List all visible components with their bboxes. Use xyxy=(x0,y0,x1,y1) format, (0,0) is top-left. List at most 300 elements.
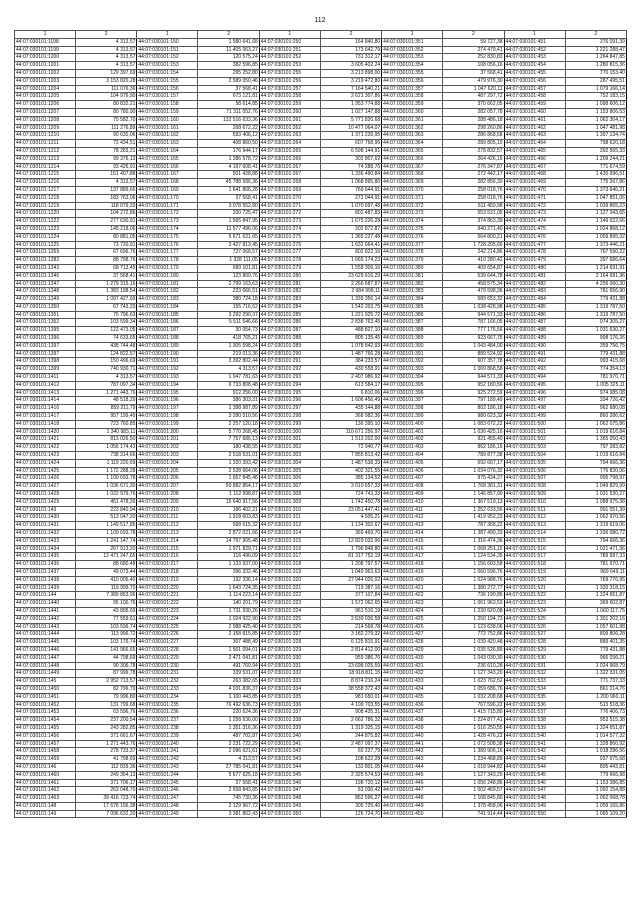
cadastral-number-cell: 44:07:030101:160 xyxy=(137,116,198,124)
table-row xyxy=(15,545,627,553)
cadastral-value-cell: 67 696,76 xyxy=(76,249,137,257)
cadastral-value-cell: 1 336 490,84 xyxy=(320,171,381,179)
cadastral-value-cell: 7 164 540,21 xyxy=(320,85,381,93)
cadastral-number-cell: 44:07:030101:401 xyxy=(382,428,443,436)
cadastral-value-cell: 276 347,87 xyxy=(443,163,504,171)
cadastral-number-cell: 44:07:030101:211 xyxy=(137,514,198,522)
cadastral-value-cell: 961 516,19 xyxy=(320,607,381,615)
cadastral-number-cell: 44:07:030101:436 xyxy=(382,701,443,709)
cadastral-value-cell: 736 190,86 xyxy=(443,592,504,600)
cadastral-value-cell: 1 027 147,88 xyxy=(320,108,381,116)
cadastral-number-cell: 44:07:030101:172 xyxy=(137,210,198,218)
cadastral-number-cell: 44:07:030101:259 xyxy=(259,101,320,109)
cadastral-number-cell: 44:07:030101:1425 xyxy=(15,467,76,475)
cadastral-number-cell: 44:07:030101:250 xyxy=(259,38,320,46)
cadastral-number-cell: 44:07:030101:166 xyxy=(137,163,198,171)
cadastral-value-cell: 488 827,10 xyxy=(320,327,381,335)
cadastral-number-cell: 44:07:030101:1440 xyxy=(15,600,76,608)
cadastral-value-cell: 1 024 868,12 xyxy=(565,225,626,233)
cadastral-number-cell: 44:07:030101:1449 xyxy=(15,670,76,678)
cadastral-number-cell: 44:07:030101:1450 xyxy=(15,685,76,693)
cadastral-value-cell: 1 059 895,32 xyxy=(565,233,626,241)
cadastral-number-cell: 44:07:030101:398 xyxy=(382,405,443,413)
cadastral-number-cell: 44:07:030101:369 xyxy=(382,179,443,187)
cadastral-number-cell: 44:07:030101:415 xyxy=(382,537,443,545)
cadastral-number-cell: 44:07:030101:372 xyxy=(382,202,443,210)
cadastral-value-cell: 374 863,39 xyxy=(443,218,504,226)
cadastral-value-cell: 1 339 356,14 xyxy=(320,296,381,304)
cadastral-number-cell: 44:07:030101:167 xyxy=(137,171,198,179)
cadastral-number-cell: 44:07:030101:408 xyxy=(382,483,443,491)
cadastral-value-cell: 974 985,08 xyxy=(565,389,626,397)
cadastral-number-cell: 44:07:030101:308 xyxy=(259,491,320,499)
cadastral-value-cell: 787 097,34 xyxy=(76,381,137,389)
cadastral-value-cell: 769 644,91 xyxy=(320,186,381,194)
cadastral-number-cell: 44:07:030101:182 xyxy=(137,288,198,296)
cadastral-number-cell: 44:07:030101:432 xyxy=(382,670,443,678)
cadastral-number-cell: 44:07:030101:538 xyxy=(504,717,565,725)
cadastral-number-cell: 44:07:030101:504 xyxy=(504,452,565,460)
cadastral-number-cell: 44:07:030101:484 xyxy=(504,296,565,304)
cadastral-number-cell: 44:07:030101:258 xyxy=(259,93,320,101)
cadastral-value-cell: 410 005,40 xyxy=(76,576,137,584)
cadastral-number-cell: 44:07:030101:550 xyxy=(504,810,565,818)
table-row xyxy=(15,116,627,124)
cadastral-value-cell: 1 056 248,86 xyxy=(443,779,504,787)
cadastral-value-cell: 1 038 428,98 xyxy=(443,303,504,311)
cadastral-number-cell: 44:07:030101:375 xyxy=(382,225,443,233)
cadastral-number-cell: 44:07:030101:363 xyxy=(382,132,443,140)
cadastral-number-cell: 44:07:030101:306 xyxy=(259,475,320,483)
cadastral-number-cell: 44:07:030101:502 xyxy=(504,436,565,444)
cadastral-number-cell: 44:07:030101:452 xyxy=(504,46,565,54)
cadastral-value-cell: 805 135,45 xyxy=(320,335,381,343)
cadastral-number-cell: 44:07:030101:310 xyxy=(259,506,320,514)
cadastral-number-cell: 44:07:030101:428 xyxy=(382,639,443,647)
cadastral-value-cell: 11 577 496,06 xyxy=(198,225,259,233)
cadastral-value-cell: 2 838 763,45 xyxy=(320,319,381,327)
cadastral-number-cell: 44:07:030101:175 xyxy=(137,233,198,241)
cadastral-value-cell: 723 760,85 xyxy=(76,420,137,428)
cadastral-value-cell: 282 057,78 xyxy=(443,108,504,116)
cadastral-value-cell: 2 084 999,11 xyxy=(320,288,381,296)
cadastral-value-cell: 1 049 963,63 xyxy=(320,568,381,576)
cadastral-value-cell: 1 279 315,16 xyxy=(76,280,137,288)
cadastral-value-cell: 12 829 032,96 xyxy=(320,537,381,545)
table-row xyxy=(15,303,627,311)
table-row xyxy=(15,241,627,249)
cadastral-number-cell: 44:07:030101:256 xyxy=(259,77,320,85)
cadastral-number-cell: 44:07:030101:336 xyxy=(259,701,320,709)
cadastral-number-cell: 44:07:030101:1423 xyxy=(15,452,76,460)
cadastral-value-cell: 58 614,85 xyxy=(198,101,259,109)
cadastral-number-cell: 44:07:030101:465 xyxy=(504,147,565,155)
cadastral-value-cell: 1 271 443,76 xyxy=(76,389,137,397)
cadastral-number-cell: 44:07:030101:199 xyxy=(137,420,198,428)
table-row xyxy=(15,155,627,163)
cadastral-value-cell: 738 314,66 xyxy=(76,452,137,460)
cadastral-number-cell: 44:07:030101:542 xyxy=(504,748,565,756)
cadastral-value-cell: 1 109 693,78 xyxy=(76,530,137,538)
cadastral-value-cell: 1 127 343,20 xyxy=(443,670,504,678)
cadastral-number-cell: 44:07:030101:185 xyxy=(137,311,198,319)
cadastral-number-cell: 44:07:030101:304 xyxy=(259,459,320,467)
cadastral-value-cell: 794 666,36 xyxy=(565,537,626,545)
cadastral-value-cell: 789 587,33 xyxy=(565,553,626,561)
cadastral-number-cell: 44:07:030101:204 xyxy=(137,459,198,467)
cadastral-number-cell: 44:07:030101:1420 xyxy=(15,428,76,436)
cadastral-number-cell: 44:07:030101:454 xyxy=(504,62,565,70)
cadastral-number-cell: 44:07:030101:331 xyxy=(259,662,320,670)
cadastral-value-cell: 2 658 843,85 xyxy=(198,787,259,795)
cadastral-value-cell: 1 068 895,80 xyxy=(320,179,381,187)
cadastral-value-cell: 673 121,81 xyxy=(198,93,259,101)
table-row xyxy=(15,506,627,514)
cadastral-value-cell: 1 109 693,78 xyxy=(76,475,137,483)
cadastral-value-cell: 995 798,97 xyxy=(565,475,626,483)
table-row xyxy=(15,452,627,460)
cadastral-number-cell: 44:07:030101:480 xyxy=(504,264,565,272)
cadastral-number-cell: 44:07:030101:321 xyxy=(259,584,320,592)
cadastral-number-cell: 44:07:030101:152 xyxy=(137,54,198,62)
cadastral-number-cell: 44:07:030101:539 xyxy=(504,724,565,732)
cadastral-value-cell: 263 382,65 xyxy=(198,678,259,686)
cadastral-number-cell: 44:07:030101:232 xyxy=(137,678,198,686)
cadastral-number-cell: 44:07:030101:485 xyxy=(504,303,565,311)
table-row xyxy=(15,678,627,686)
cadastral-value-cell: 741 914,44 xyxy=(443,810,504,818)
table-row xyxy=(15,693,627,701)
cadastral-value-cell: 1 513 202,00 xyxy=(320,436,381,444)
cadastral-number-cell: 44:07:030101:1452 xyxy=(15,701,76,709)
cadastral-number-cell: 44:07:030101:191 xyxy=(137,358,198,366)
cadastral-number-cell: 44:07:030101:448 xyxy=(382,795,443,803)
cadastral-value-cell: 103 176,74 xyxy=(76,639,137,647)
cadastral-value-cell: 1 149 517,85 xyxy=(76,522,137,530)
cadastral-value-cell: 1 024 922,90 xyxy=(198,615,259,623)
cadastral-value-cell: 1 059 686,76 xyxy=(443,685,504,693)
cadastral-number-cell: 44:07:030101:1454 xyxy=(15,717,76,725)
cadastral-number-cell: 44:07:030101:1396 xyxy=(15,335,76,343)
cadastral-number-cell: 44:07:030101:157 xyxy=(137,93,198,101)
table-row xyxy=(15,186,627,194)
cadastral-value-cell: 99 376,13 xyxy=(76,155,137,163)
table-row xyxy=(15,491,627,499)
cadastral-number-cell: 44:07:030101:230 xyxy=(137,662,198,670)
cadastral-value-cell: 981 650,01 xyxy=(320,693,381,701)
cadastral-number-cell: 44:07:030101:221 xyxy=(137,592,198,600)
cadastral-value-cell: 108 056,16 xyxy=(443,62,504,70)
cadastral-value-cell: 1 034 076,32 xyxy=(443,467,504,475)
cadastral-number-cell: 44:07:030101:384 xyxy=(382,296,443,304)
cadastral-value-cell: 4 313,57 xyxy=(76,374,137,382)
cadastral-value-cell: 611 450,98 xyxy=(443,202,504,210)
cadastral-number-cell: 44:07:030101:246 xyxy=(137,787,198,795)
cadastral-value-cell: 539 644,78 xyxy=(443,272,504,280)
cadastral-number-cell: 44:07:030101:420 xyxy=(382,576,443,584)
cadastral-value-cell: 1 119 220,69 xyxy=(76,459,137,467)
cadastral-value-cell: 258 018,76 xyxy=(443,186,504,194)
cadastral-value-cell: 198 720,12 xyxy=(320,779,381,787)
cadastral-number-cell: 44:07:030101:227 xyxy=(137,639,198,647)
cadastral-number-cell: 44:07:030101:323 xyxy=(259,600,320,608)
cadastral-number-cell: 44:07:030101:412 xyxy=(382,514,443,522)
cadastral-value-cell: 1 062 075,86 xyxy=(565,420,626,428)
cadastral-number-cell: 44:07:030101:441 xyxy=(382,740,443,748)
cadastral-value-cell: 278 733,37 xyxy=(76,748,137,756)
cadastral-number-cell: 44:07:030101:460 xyxy=(504,108,565,116)
cadastral-value-cell: 1 112 998,87 xyxy=(198,491,259,499)
cadastral-value-cell: 740 930,71 xyxy=(76,366,137,374)
cadastral-value-cell: 3 280 510,56 xyxy=(198,413,259,421)
cadastral-value-cell: 781 970,71 xyxy=(565,374,626,382)
cadastral-value-cell: 78 283,21 xyxy=(76,147,137,155)
cadastral-value-cell: 952 180,56 xyxy=(443,381,504,389)
cadastral-number-cell: 44:07:030101:490 xyxy=(504,342,565,350)
cadastral-value-cell: 1 127 343,65 xyxy=(565,210,626,218)
cadastral-number-cell: 44:07:030101:374 xyxy=(382,218,443,226)
cadastral-value-cell: 1 301 202,16 xyxy=(565,615,626,623)
table-row xyxy=(15,514,627,522)
cadastral-value-cell: 889 524,92 xyxy=(443,350,504,358)
cadastral-value-cell: 513 518,36 xyxy=(565,701,626,709)
cadastral-value-cell: 150 496,69 xyxy=(76,358,137,366)
cadastral-number-cell: 44:07:030101:351 xyxy=(382,38,443,46)
table-row xyxy=(15,740,627,748)
cadastral-value-cell: 384 233,57 xyxy=(320,358,381,366)
cadastral-value-cell: 5 770 268,45 xyxy=(198,428,259,436)
cadastral-value-cell: 63 596,76 xyxy=(76,709,137,717)
table-row xyxy=(15,537,627,545)
cadastral-value-cell: 7 855 813,42 xyxy=(320,452,381,460)
cadastral-value-cell: 377 107,84 xyxy=(320,592,381,600)
cadastral-value-cell: 769 776,95 xyxy=(565,576,626,584)
cadastral-value-cell: 3 010 657,33 xyxy=(320,483,381,491)
cadastral-number-cell: 44:07:030101:1441 xyxy=(15,607,76,615)
cadastral-value-cell: 223 066,51 xyxy=(198,288,259,296)
cadastral-value-cell: 396 332,46 xyxy=(198,568,259,576)
table-row xyxy=(15,576,627,584)
cadastral-number-cell: 44:07:030101:361 xyxy=(382,116,443,124)
cadastral-value-cell: 11 405 063,27 xyxy=(198,46,259,54)
cadastral-value-cell: 752 183,15 xyxy=(565,93,626,101)
cadastral-value-cell: 137 889,66 xyxy=(76,186,137,194)
cadastral-value-cell: 7 757 686,13 xyxy=(198,436,259,444)
cadastral-number-cell: 44:07:030101:333 xyxy=(259,678,320,686)
cadastral-number-cell: 44:07:030101:1225 xyxy=(15,241,76,249)
cadastral-value-cell: 775 267,86 xyxy=(565,179,626,187)
cadastral-number-cell: 44:07:030101:447 xyxy=(382,787,443,795)
cadastral-number-cell: 44:07:030101:390 xyxy=(382,342,443,350)
table-row xyxy=(15,342,627,350)
cadastral-value-cell: 382 596,85 xyxy=(198,62,259,70)
cadastral-number-cell: 44:07:030101:233 xyxy=(137,685,198,693)
cadastral-number-cell: 44:07:030101:496 xyxy=(504,389,565,397)
cadastral-value-cell: 568 615,32 xyxy=(198,522,259,530)
cadastral-value-cell: 38 558 372,43 xyxy=(320,685,381,693)
cadastral-number-cell: 44:07:030101:1205 xyxy=(15,93,76,101)
cadastral-value-cell: 777 176,56 xyxy=(443,327,504,335)
cadastral-value-cell: 50 882 864,17 xyxy=(198,483,259,491)
cadastral-number-cell: 44:07:030101:1411 xyxy=(15,374,76,382)
cadastral-value-cell: 1 056 174,43 xyxy=(76,444,137,452)
cadastral-number-cell: 44:07:030101:515 xyxy=(504,537,565,545)
cadastral-number-cell: 44:07:030101:154 xyxy=(137,69,198,77)
cadastral-number-cell: 44:07:030101:442 xyxy=(382,748,443,756)
table-row xyxy=(15,787,627,795)
cadastral-number-cell: 44:07:030101:529 xyxy=(504,646,565,654)
cadastral-value-cell: 45 788 586,36 xyxy=(198,179,259,187)
cadastral-number-cell: 44:07:030101:343 xyxy=(259,756,320,764)
cadastral-value-cell: 242 214,86 xyxy=(443,249,504,257)
cadastral-number-cell: 44:07:030101:348 xyxy=(259,795,320,803)
cadastral-number-cell: 44:07:030101:547 xyxy=(504,787,565,795)
cadastral-value-cell: 1 070 697,48 xyxy=(320,202,381,210)
table-row xyxy=(15,194,627,202)
cadastral-number-cell: 44:07:030101:272 xyxy=(259,210,320,218)
cadastral-number-cell: 44:07:030101:279 xyxy=(259,264,320,272)
cadastral-value-cell: 63 030,42 xyxy=(320,787,381,795)
cadastral-number-cell: 44:07:030101:1211 xyxy=(15,140,76,148)
cadastral-number-cell: 44:07:030101:359 xyxy=(382,101,443,109)
cadastral-value-cell: 274 479,41 xyxy=(443,46,504,54)
cadastral-number-cell: 44:07:030101:532 xyxy=(504,670,565,678)
cadastral-number-cell: 44:07:030101:362 xyxy=(382,124,443,132)
cadastral-value-cell: 1 398 987,89 xyxy=(198,405,259,413)
table-row xyxy=(15,54,627,62)
cadastral-number-cell: 44:07:030101:165 xyxy=(137,155,198,163)
cadastral-value-cell: 1 428 476,22 xyxy=(443,732,504,740)
cadastral-number-cell: 44:07:030101:1198 xyxy=(15,38,76,46)
cadastral-value-cell: 1 124 534,35 xyxy=(443,553,504,561)
cadastral-value-cell: 1 134 302,67 xyxy=(320,522,381,530)
cadastral-number-cell: 44:07:030101:177 xyxy=(137,249,198,257)
cadastral-number-cell: 44:07:030101:1350 xyxy=(15,303,76,311)
cadastral-value-cell: 781 656,90 xyxy=(565,288,626,296)
table-row xyxy=(15,202,627,210)
cadastral-value-cell: 1 133 937,00 xyxy=(198,561,259,569)
cadastral-value-cell: 77 559,61 xyxy=(76,615,137,623)
cadastral-value-cell: 479 598,36 xyxy=(443,288,504,296)
table-row xyxy=(15,428,627,436)
cadastral-number-cell: 44:07:030101:328 xyxy=(259,639,320,647)
cadastral-number-cell: 44:07:030101:143 xyxy=(15,506,76,514)
cadastral-value-cell: 1 397 134,74 xyxy=(565,132,626,140)
cadastral-number-cell: 44:07:030101:422 xyxy=(382,592,443,600)
cadastral-value-cell: 112 839,36 xyxy=(76,763,137,771)
table-row xyxy=(15,124,627,132)
cadastral-value-cell: 1 149 022,66 xyxy=(565,218,626,226)
cadastral-number-cell: 44:07:030101:184 xyxy=(137,303,198,311)
table-row xyxy=(15,140,627,148)
cadastral-value-cell: 132 516 633,36 xyxy=(198,116,259,124)
cadastral-number-cell: 44:07:030101:1463 xyxy=(15,795,76,803)
cadastral-number-cell: 44:07:030101:489 xyxy=(504,335,565,343)
cadastral-value-cell: 164 840,80 xyxy=(320,38,381,46)
table-row xyxy=(15,163,627,171)
cadastral-value-cell: 268 672,22 xyxy=(198,124,259,132)
table-row xyxy=(15,272,627,280)
table-row xyxy=(15,584,627,592)
cadastral-value-cell: 1 021 471,96 xyxy=(565,545,626,553)
cadastral-value-cell: 67 743,33 xyxy=(76,303,137,311)
cadastral-number-cell: 44:07:030101:341 xyxy=(259,740,320,748)
cadastral-value-cell: 1 039 420,48 xyxy=(443,639,504,647)
table-row xyxy=(15,374,627,382)
table-row xyxy=(15,405,627,413)
cadastral-value-cell: 1 172 288,28 xyxy=(76,467,137,475)
cadastral-number-cell: 44:07:030101:1346 xyxy=(15,272,76,280)
cadastral-number-cell: 44:07:030101:385 xyxy=(382,303,443,311)
cadastral-number-cell: 44:07:030101:326 xyxy=(259,623,320,631)
cadastral-value-cell: 980 623,32 xyxy=(443,413,504,421)
cadastral-value-cell: 1 072 508,38 xyxy=(443,740,504,748)
cadastral-value-cell: 1 234 468,89 xyxy=(443,756,504,764)
cadastral-number-cell: 44:07:030101:350 xyxy=(259,810,320,818)
cadastral-value-cell: 4 313,57 xyxy=(76,62,137,70)
cadastral-value-cell: 1 214 691,91 xyxy=(565,264,626,272)
cadastral-number-cell: 44:07:030101:488 xyxy=(504,327,565,335)
cadastral-value-cell: 80 780,90 xyxy=(76,108,137,116)
cadastral-number-cell: 44:07:030101:1446 xyxy=(15,646,76,654)
cadastral-value-cell: 553 531,05 xyxy=(443,210,504,218)
cadastral-value-cell: 80 832,21 xyxy=(76,101,137,109)
cadastral-value-cell: 370 662,05 xyxy=(443,101,504,109)
cadastral-number-cell: 44:07:030101:368 xyxy=(382,171,443,179)
cadastral-value-cell: 2 621 307,86 xyxy=(320,93,381,101)
cadastral-number-cell: 44:07:030101:498 xyxy=(504,405,565,413)
table-row xyxy=(15,179,627,187)
cadastral-value-cell: 2 528 664,06 xyxy=(198,467,259,475)
cadastral-number-cell: 44:07:030101:450 xyxy=(382,810,443,818)
cadastral-value-cell: 1 305 598,24 xyxy=(198,342,259,350)
cadastral-value-cell: 1 114 223,14 xyxy=(198,592,259,600)
cadastral-number-cell: 44:07:030101:526 xyxy=(504,623,565,631)
cadastral-number-cell: 44:07:030101:352 xyxy=(382,46,443,54)
cadastral-value-cell: 2 164 681,96 xyxy=(565,272,626,280)
cadastral-value-cell: 75 796,63 xyxy=(76,311,137,319)
table-row xyxy=(15,350,627,358)
cadastral-number-cell: 44:07:030101:503 xyxy=(504,444,565,452)
cadastral-value-cell: 27 944 026,02 xyxy=(320,576,381,584)
cadastral-number-cell: 44:07:030101:522 xyxy=(504,592,565,600)
cadastral-value-cell: 5 677 625,18 xyxy=(198,771,259,779)
cadastral-number-cell: 44:07:030101:508 xyxy=(504,483,565,491)
cadastral-value-cell: 3 182 279,32 xyxy=(320,631,381,639)
cadastral-value-cell: 1 024 968,79 xyxy=(565,662,626,670)
column-header: 1 xyxy=(15,31,76,39)
cadastral-value-cell: 237 200,54 xyxy=(76,717,137,725)
cadastral-number-cell: 44:07:030101:1412 xyxy=(15,381,76,389)
cadastral-number-cell: 44:07:030101:226 xyxy=(137,631,198,639)
cadastral-value-cell: 289 805,10 xyxy=(443,140,504,148)
cadastral-number-cell: 44:07:030101:253 xyxy=(259,62,320,70)
cadastral-number-cell: 44:07:030101:405 xyxy=(382,459,443,467)
cadastral-number-cell: 44:07:030101:239 xyxy=(137,732,198,740)
cadastral-value-cell: 4 313,57 xyxy=(198,756,259,764)
column-header: 2 xyxy=(443,31,504,39)
cadastral-value-cell: 103 599,34 xyxy=(76,319,137,327)
table-row xyxy=(15,709,627,717)
cadastral-value-cell: 767 596,22 xyxy=(443,701,504,709)
cadastral-value-cell: 49 073,44 xyxy=(76,568,137,576)
cadastral-value-cell: 1 632 664,41 xyxy=(320,241,381,249)
cadastral-number-cell: 44:07:030101:170 xyxy=(137,194,198,202)
cadastral-number-cell: 44:07:030101:427 xyxy=(382,631,443,639)
cadastral-number-cell: 44:07:030101:180 xyxy=(137,272,198,280)
cadastral-number-cell: 44:07:030101:275 xyxy=(259,233,320,241)
cadastral-number-cell: 44:07:030101:1398 xyxy=(15,358,76,366)
